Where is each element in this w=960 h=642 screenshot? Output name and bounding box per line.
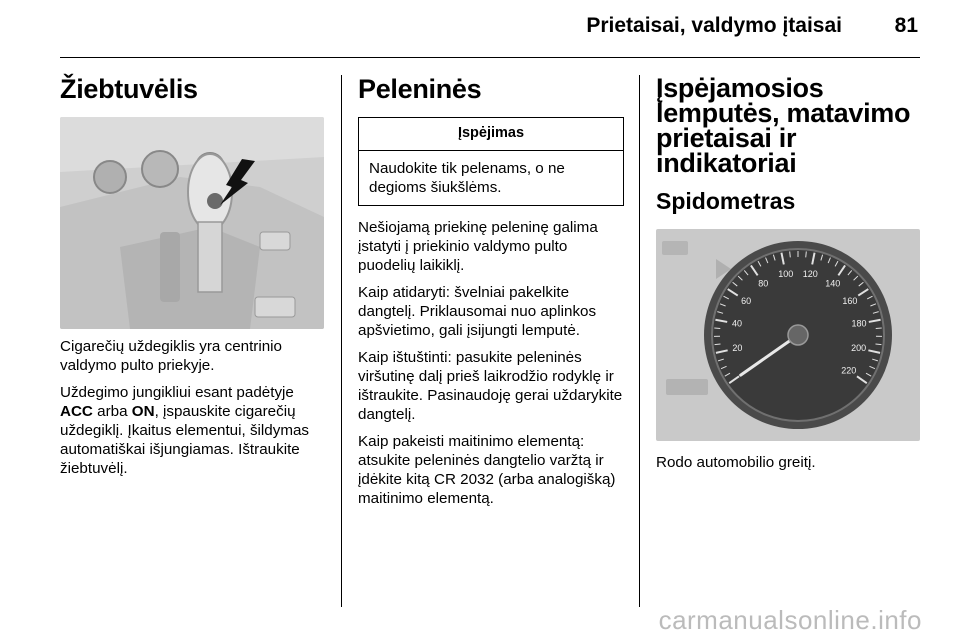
warning-title: Įspėjimas	[359, 118, 623, 151]
key-on: ON	[131, 403, 155, 420]
section-heading: Įspėjamosios lemputės, matavimo prietaisai ir indikatoriai	[656, 73, 911, 178]
speedometer-tick	[806, 251, 807, 257]
speedometer-label: 140	[825, 278, 841, 289]
running-header-title: Prietaisai, valdymo įtaisai	[586, 14, 842, 37]
speedometer-label: 100	[778, 269, 794, 280]
column-divider	[341, 75, 342, 607]
paragraph: Uždegimo jungikliui esant padėtyje ACC arba ON, įspauskite cigarečių uždegiklį. Įkaitus elementui, šildymas automatiškai išjungiamas. Ištraukite žiebtuvėlį.	[60, 384, 310, 477]
lighter-illustration	[60, 117, 324, 329]
page-number: 81	[894, 14, 918, 37]
section-heading: Peleninės	[358, 74, 482, 104]
column-gauges	[656, 73, 922, 472]
lighter-drawing	[60, 117, 324, 329]
column-lighter	[60, 76, 326, 478]
speedometer-label: 20	[732, 343, 743, 354]
speedometer-label: 180	[851, 318, 867, 329]
section-heading: Žiebtuvėlis	[60, 74, 198, 104]
speedometer-label: 120	[802, 269, 818, 280]
warning-box	[358, 117, 624, 206]
speedometer-tick	[790, 251, 791, 257]
speedometer-label: 220	[841, 365, 857, 376]
speedometer-label: 160	[842, 296, 858, 307]
header-rule	[60, 57, 920, 58]
speedometer-tick	[875, 344, 881, 345]
speedometer-label: 60	[741, 296, 752, 307]
speedometer-tick	[715, 344, 721, 345]
paragraph: Nešiojamą priekinę peleninę galima įstatyti į priekinio valdymo pulto puodelių laikiklį.	[358, 219, 598, 274]
speedometer-label: 200	[851, 343, 867, 354]
speedometer-illustration	[656, 229, 920, 441]
watermark: carmanualsonline.info	[658, 605, 922, 635]
paragraph: Kaip atidaryti: švelniai pakelkite dangtelį. Priklausomai nuo aplinkos apšvietimo, gali įsijungti lemputė.	[358, 284, 597, 339]
paragraph: Kaip pakeisti maitinimo elementą: atsukite peleninės dangtelio varžtą ir įdėkite kitą CR 2032 (arba analogišką) maitinimo elementą.	[358, 433, 616, 507]
speedometer-drawing	[656, 229, 920, 441]
column-divider	[639, 75, 640, 607]
paragraph: Kaip ištuštinti: pasukite peleninės viršutinę dalį prieš laikrodžio rodyklę ir ištraukite. Pasinaudoję gerai uždarykite dangtelį.	[358, 349, 623, 423]
speedometer-label: 80	[758, 278, 769, 289]
paragraph: Rodo automobilio greitį.	[656, 454, 816, 471]
paragraph: Cigarečių uždegiklis yra centrinio valdymo pulto priekyje.	[60, 338, 283, 374]
subsection-heading: Spidometras	[656, 188, 796, 214]
warning-text: Naudokite tik pelenams, o ne degioms šiukšlėms.	[369, 160, 565, 196]
column-ashtrays	[358, 76, 624, 508]
speedometer-label: 40	[732, 318, 743, 329]
key-acc: ACC	[60, 403, 93, 420]
